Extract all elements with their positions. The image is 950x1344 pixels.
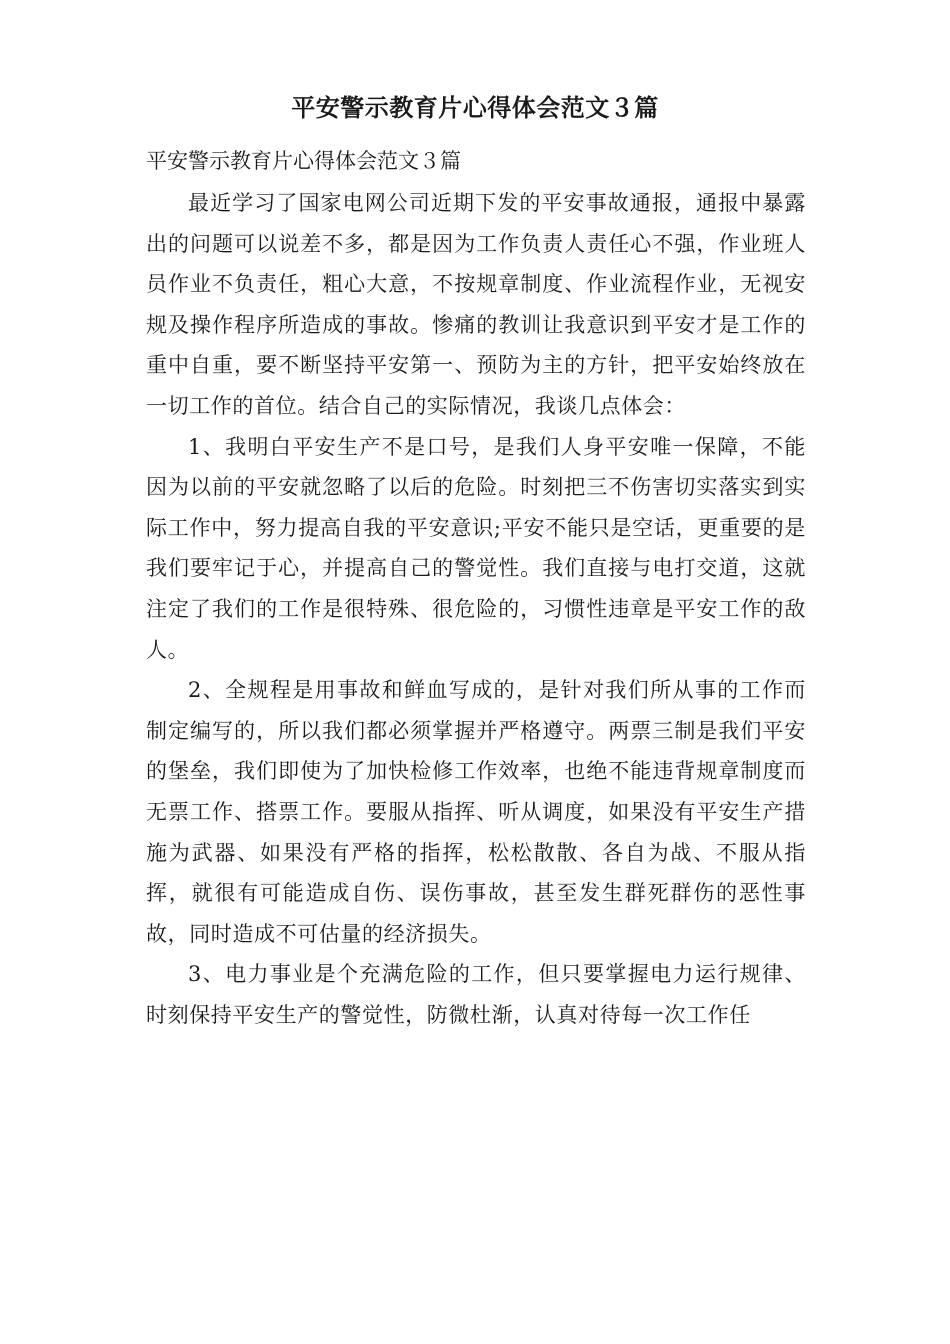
document-body [146, 183, 806, 1035]
document-subtitle: 平安警示教育片心得体会范文３篇 [146, 149, 461, 173]
paragraph-point-1: 1、我明白平安生产不是口号，是我们人身平安唯一保障，不能因为以前的平安就忽略了以后的危险。时刻把三不伤害切实落实到实际工作中，努力提高自我的平安意识;平安不能只是空话，更重要的是我们要牢记于心，并提高自己的警觉性。我们直接与电打交道，这就注定了我们的工作是很特殊、很危险的，习惯性违章是平安工作的敌人。 [146, 434, 806, 662]
paragraph-point-3: 3、电力事业是个充满危险的工作，但只要掌握电力运行规律、时刻保持平安生产的警觉性，防微杜渐，认真对待每一次工作任 [146, 962, 806, 1027]
paragraph-intro: 最近学习了国家电网公司近期下发的平安事故通报，通报中暴露出的问题可以说差不多，都是因为工作负责人责任心不强，作业班人员作业不负责任，粗心大意，不按规章制度、作业流程作业，无视安规及操作程序所造成的事故。惨痛的教训让我意识到平安才是工作的重中自重，要不断坚持平安第一、预防为主的方针，把平安始终放在一切工作的首位。结合自己的实际情况，我谈几点体会： [146, 191, 806, 418]
paragraph-point-2: 2、全规程是用事故和鲜血写成的，是针对我们所从事的工作而制定编写的，所以我们都必须掌握并严格遵守。两票三制是我们平安的堡垒，我们即使为了加快检修工作效率，也绝不能违背规章制度而无票工作、搭票工作。要服从指挥、听从调度，如果没有平安生产措施为武器、如果没有严格的指挥，松松散散、各自为战、不服从指挥，就很有可能造成自伤、误伤事故，甚至发生群死群伤的恶性事故，同时造成不可估量的经济损失。 [146, 678, 806, 946]
document-title: 平安警示教育片心得体会范文３篇 [291, 93, 659, 122]
